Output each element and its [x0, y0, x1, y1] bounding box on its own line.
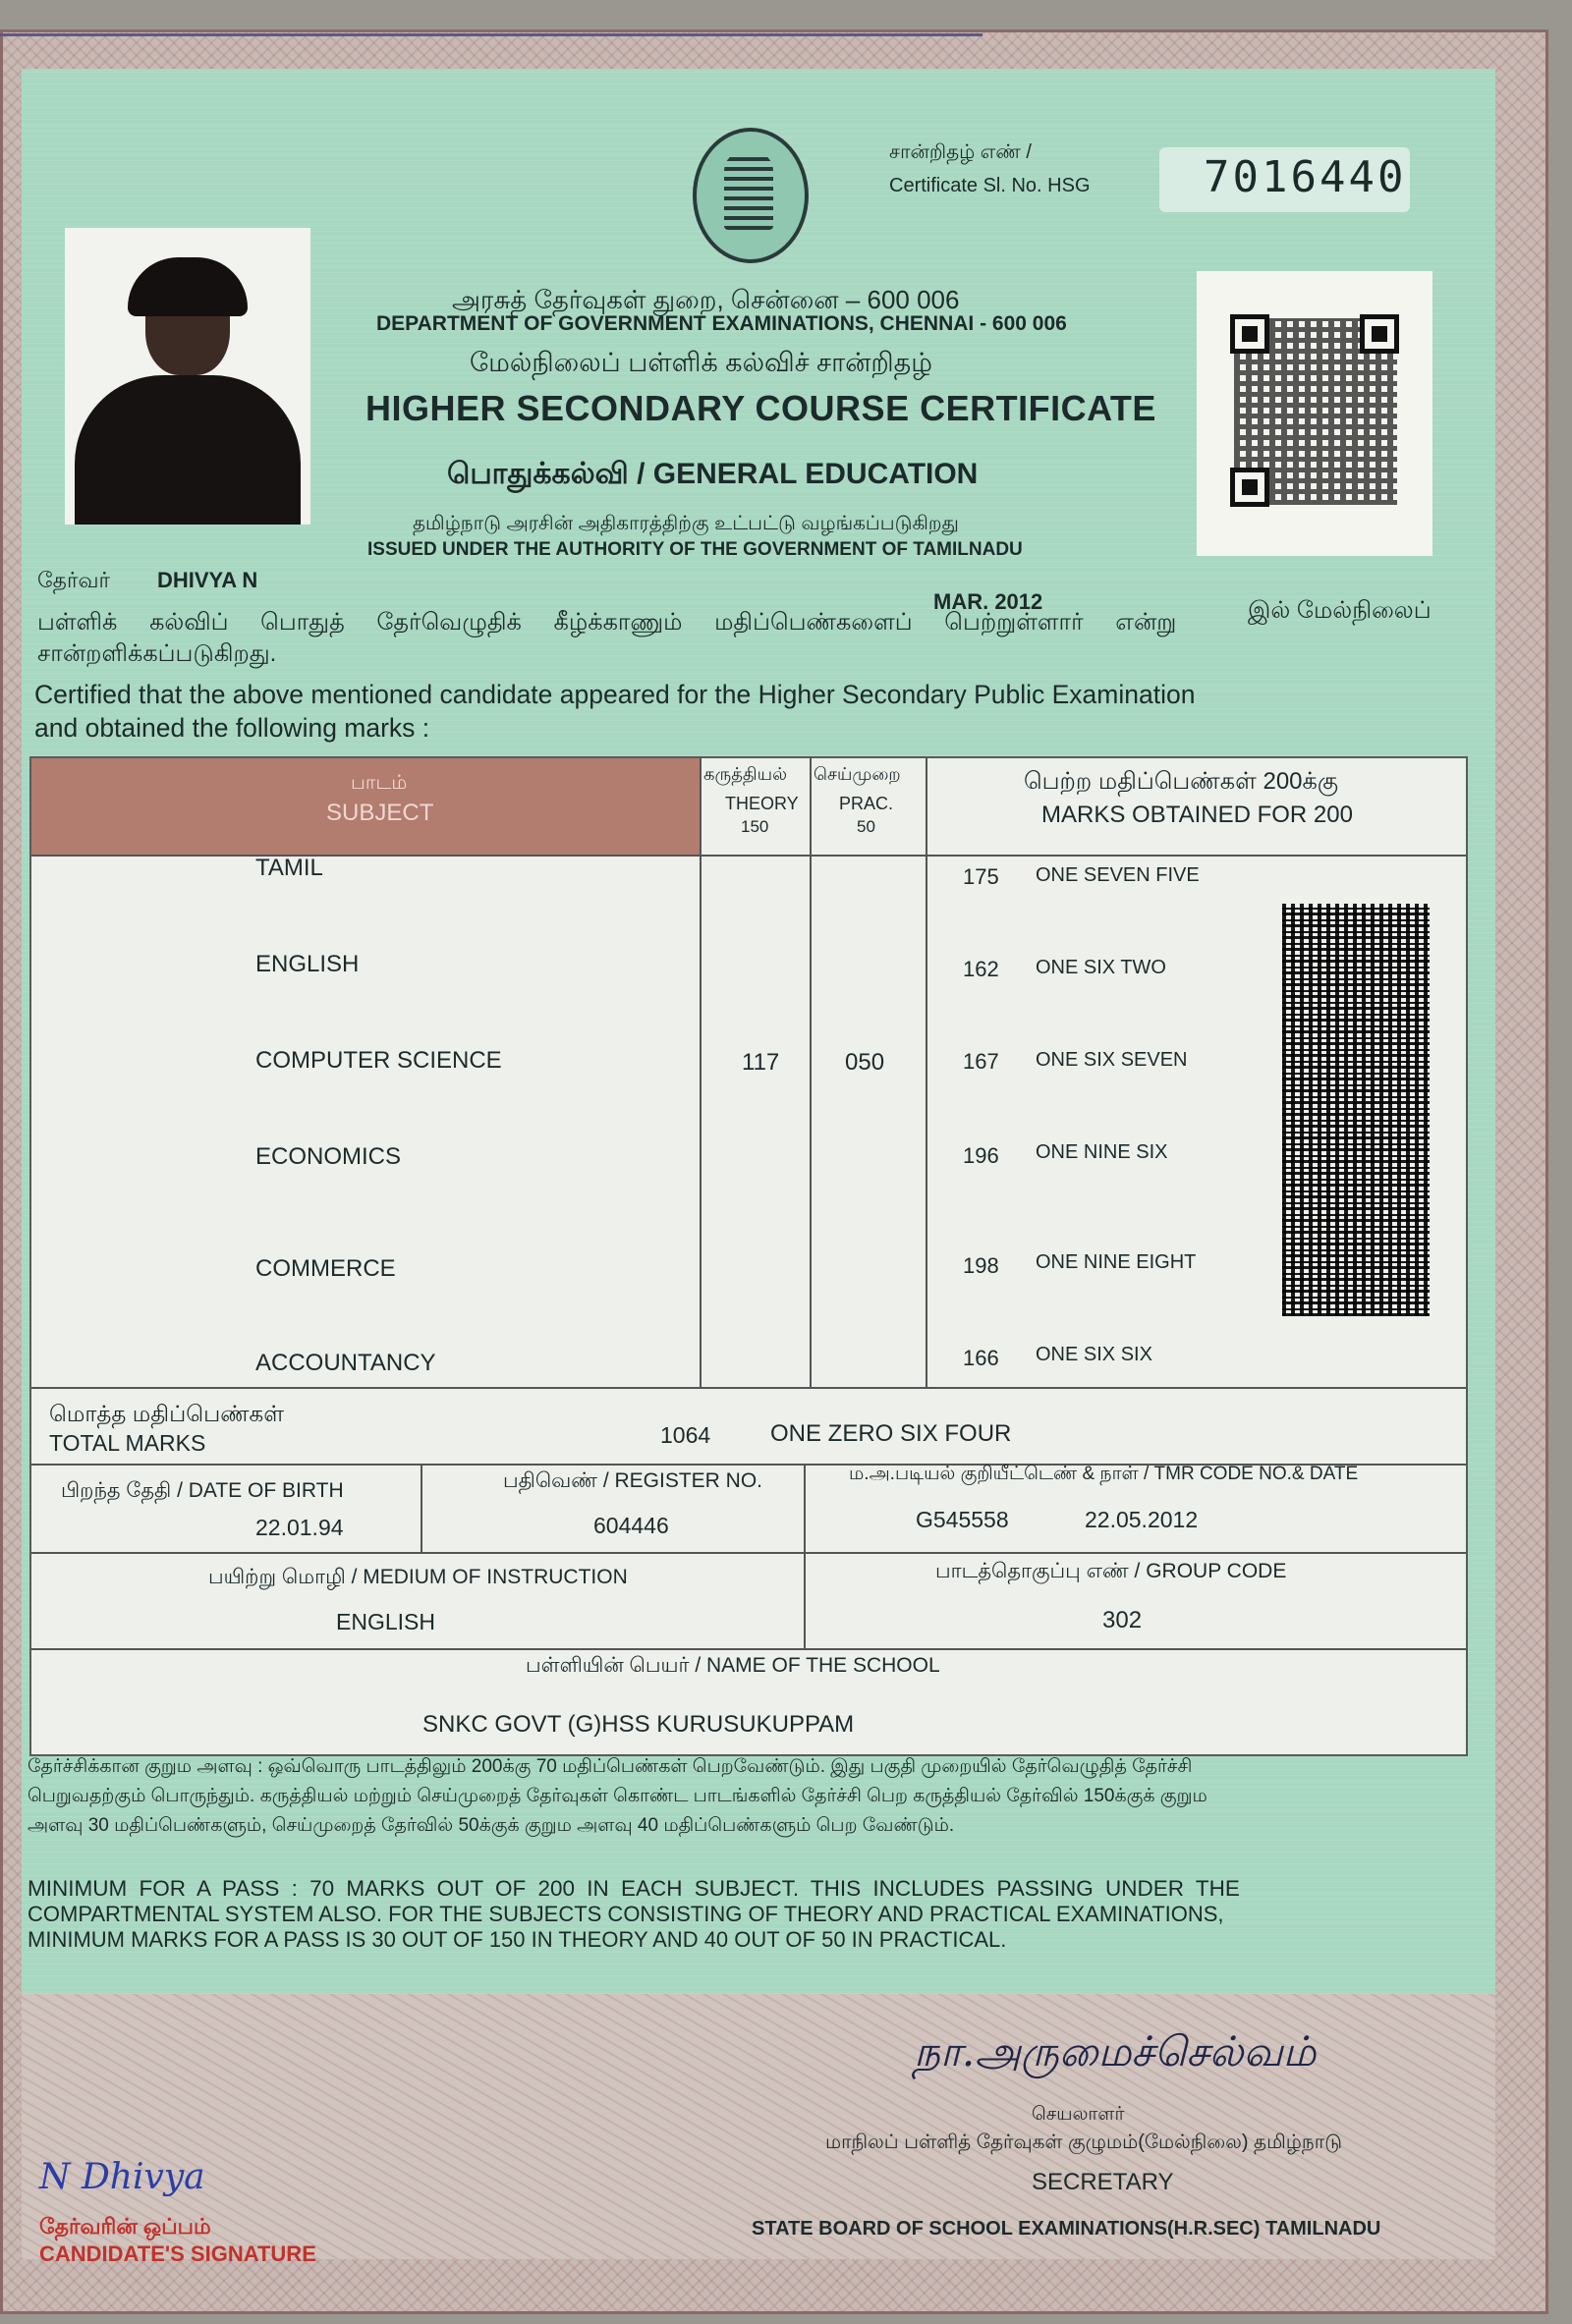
secretary-signature: நா.அருமைச்செல்வம்: [914, 2027, 1317, 2075]
row-marks-words: ONE SIX TWO: [1036, 957, 1166, 978]
school-name: SNKC GOVT (G)HSS KURUSUKUPPAM: [422, 1711, 855, 1738]
course-title-en: HIGHER SECONDARY COURSE CERTIFICATE: [365, 388, 1156, 428]
secretary-label-ta: செயலாளர்: [1032, 2104, 1125, 2125]
pass-note-en-line3: MINIMUM MARKS FOR A PASS IS 30 OUT OF 150 IN THEORY AND 40 OUT OF 50 IN PRACTICAL.: [28, 1927, 1007, 1952]
pass-note-ta-line1: தேர்ச்சிக்கான குறும அளவு : ஒவ்வொரு பாடத்திலும் 200க்கு 70 மதிப்பெண்கள் பெறவேண்டும். இது பகுதி முறையில் தேர்வெழுதித் தேர்ச்சி: [28, 1756, 1193, 1777]
statement-ta-line2: சான்றளிக்கப்படுகிறது.: [37, 640, 277, 667]
subject-header-en: SUBJECT: [326, 800, 434, 826]
group-code-value: 302: [1102, 1607, 1143, 1633]
qr-code-icon: [1197, 271, 1432, 556]
marks-header-en: MARKS OBTAINED FOR 200: [1041, 802, 1353, 828]
subject-header-ta: பாடம்: [351, 772, 408, 794]
exam-session: MAR. 2012: [933, 589, 1043, 614]
dob-value: 22.01.94: [255, 1515, 344, 1540]
top-page-edge: [0, 0, 982, 36]
barcode-icon: [1282, 904, 1430, 1316]
cert-no-label-ta: சான்றிதழ் எண் /: [889, 141, 1032, 163]
row-marks-words: ONE SIX SEVEN: [1036, 1049, 1188, 1071]
candidate-signature-label-en: CANDIDATE'S SIGNATURE: [39, 2241, 316, 2266]
row-marks-words: ONE SIX SIX: [1036, 1344, 1152, 1365]
register-number: 604446: [593, 1513, 669, 1538]
prac-header-en: PRAC.: [839, 794, 894, 813]
dept-title-en: DEPARTMENT OF GOVERNMENT EXAMINATIONS, CHENNAI - 600 006: [376, 312, 1067, 335]
statement-en-line1: Certified that the above mentioned candidate appeared for the Higher Secondary Public Examination: [34, 680, 1196, 709]
general-education: பொதுக்கல்வி / GENERAL EDUCATION: [447, 458, 979, 490]
total-label-en: TOTAL MARKS: [49, 1430, 206, 1456]
row-subject: COMMERCE: [255, 1255, 396, 1282]
row-marks-words: ONE NINE EIGHT: [1036, 1251, 1197, 1273]
total-label-ta: மொத்த மதிப்பெண்கள்: [49, 1401, 284, 1426]
row-marks: 167: [963, 1049, 999, 1074]
pass-note-en-line1: MINIMUM FOR A PASS : 70 MARKS OUT OF 200 IN EACH SUBJECT. THIS INCLUDES PASSING UNDER THE: [28, 1876, 1240, 1901]
theory-header-max: 150: [741, 817, 769, 836]
tmr-date: 22.05.2012: [1085, 1507, 1199, 1532]
candidate-name: DHIVYA N: [157, 568, 258, 592]
row-marks: 196: [963, 1143, 999, 1168]
row-subject: ENGLISH: [255, 951, 360, 977]
row-marks-words: ONE SEVEN FIVE: [1036, 864, 1200, 886]
cert-number: 7016440: [1204, 152, 1407, 202]
tmr-label: ம.அ.படியல் குறியீட்டெண் & நாள் / TMR CODE NO.& DATE: [849, 1464, 1359, 1484]
pass-note-ta-line3: அளவு 30 மதிப்பெண்களும், செய்முறைத் தேர்வில் 50க்குக் குறும அளவு 40 மதிப்பெண்களும் பெற வேண்டும்.: [28, 1815, 955, 1836]
course-title-ta: மேல்நிலைப் பள்ளிக் கல்விச் சான்றிதழ்: [470, 348, 932, 377]
register-label: பதிவெண் / REGISTER NO.: [503, 1469, 763, 1492]
pass-note-en-line2: COMPARTMENTAL SYSTEM ALSO. FOR THE SUBJECTS CONSISTING OF THEORY AND PRACTICAL EXAMINATIONS,: [28, 1902, 1224, 1926]
row-theory: 117: [742, 1049, 780, 1076]
cert-no-label-en: Certificate Sl. No. HSG: [889, 175, 1091, 196]
board-name-ta: மாநிலப் பள்ளித் தேர்வுகள் குழுமம்(மேல்நிலை) தமிழ்நாடு: [825, 2131, 1342, 2153]
row-subject: COMPUTER SCIENCE: [255, 1047, 502, 1074]
row-marks: 162: [963, 957, 999, 981]
row-subject: ECONOMICS: [255, 1143, 402, 1170]
authority-ta: தமிழ்நாடு அரசின் அதிகாரத்திற்கு உட்பட்டு வழங்கப்படுகிறது: [413, 513, 959, 534]
pass-note-ta-line2: பெறுவதற்கும் பொருந்தும். கருத்தியல் மற்றும் செய்முறைத் தேர்வுகள் கொண்ட பாடங்களில் தேர்ச்சி பெற கருத்தியல் தேர்வில் 150க்குக் குறும: [28, 1786, 1207, 1806]
marks-header-ta: பெற்ற மதிப்பெண்கள் 200க்கு: [1024, 768, 1339, 795]
row-prac: 050: [845, 1049, 885, 1076]
tamilnadu-emblem-icon: [693, 128, 809, 263]
row-marks: 198: [963, 1253, 999, 1278]
candidate-signature: N Dhivya: [39, 2157, 205, 2197]
group-code-label: பாடத்தொகுப்பு எண் / GROUP CODE: [935, 1560, 1287, 1582]
total-marks: 1064: [660, 1422, 711, 1448]
medium-label: பயிற்று மொழி / MEDIUM OF INSTRUCTION: [208, 1566, 628, 1588]
row-subject: TAMIL: [255, 855, 323, 881]
row-marks: 175: [963, 864, 999, 889]
marks-table: [29, 756, 1468, 1664]
board-name-en: STATE BOARD OF SCHOOL EXAMINATIONS(H.R.SEC) TAMILNADU: [752, 2218, 1381, 2240]
statement-ta-line1: பள்ளிக் கல்விப் பொதுத் தேர்வெழுதிக் கீழ்க்காணும் மதிப்பெண்களைப் பெற்றுள்ளார் என்று: [37, 609, 1177, 636]
theory-header-en: THEORY: [725, 794, 799, 813]
prac-header-ta: செய்முறை: [814, 764, 901, 784]
row-marks: 166: [963, 1346, 999, 1370]
row-marks-words: ONE NINE SIX: [1036, 1141, 1168, 1163]
statement-en-line2: and obtained the following marks :: [34, 713, 430, 743]
candidate-prefix-ta: தேர்வர்: [37, 568, 110, 592]
authority-en: ISSUED UNDER THE AUTHORITY OF THE GOVERNMENT OF TAMILNADU: [367, 539, 1023, 560]
candidate-signature-label-ta: தேர்வரின் ஒப்பம்: [39, 2214, 211, 2239]
dob-label: பிறந்த தேதி / DATE OF BIRTH: [61, 1479, 344, 1502]
candidate-photo: [65, 228, 310, 525]
row-subject: ACCOUNTANCY: [255, 1350, 436, 1376]
dept-title-ta: அரசுத் தேர்வுகள் துறை, சென்னை – 600 006: [452, 285, 960, 314]
prac-header-max: 50: [857, 817, 875, 836]
statement-ta-right: இல் மேல்நிலைப்: [1248, 597, 1432, 624]
school-label: பள்ளியின் பெயர் / NAME OF THE SCHOOL: [526, 1654, 940, 1677]
tmr-code: G545558: [916, 1507, 1009, 1532]
medium-value: ENGLISH: [336, 1609, 435, 1634]
theory-header-ta: கருத்தியல்: [703, 764, 788, 784]
total-marks-words: ONE ZERO SIX FOUR: [770, 1420, 1012, 1447]
secretary-label-en: SECRETARY: [1032, 2169, 1174, 2195]
